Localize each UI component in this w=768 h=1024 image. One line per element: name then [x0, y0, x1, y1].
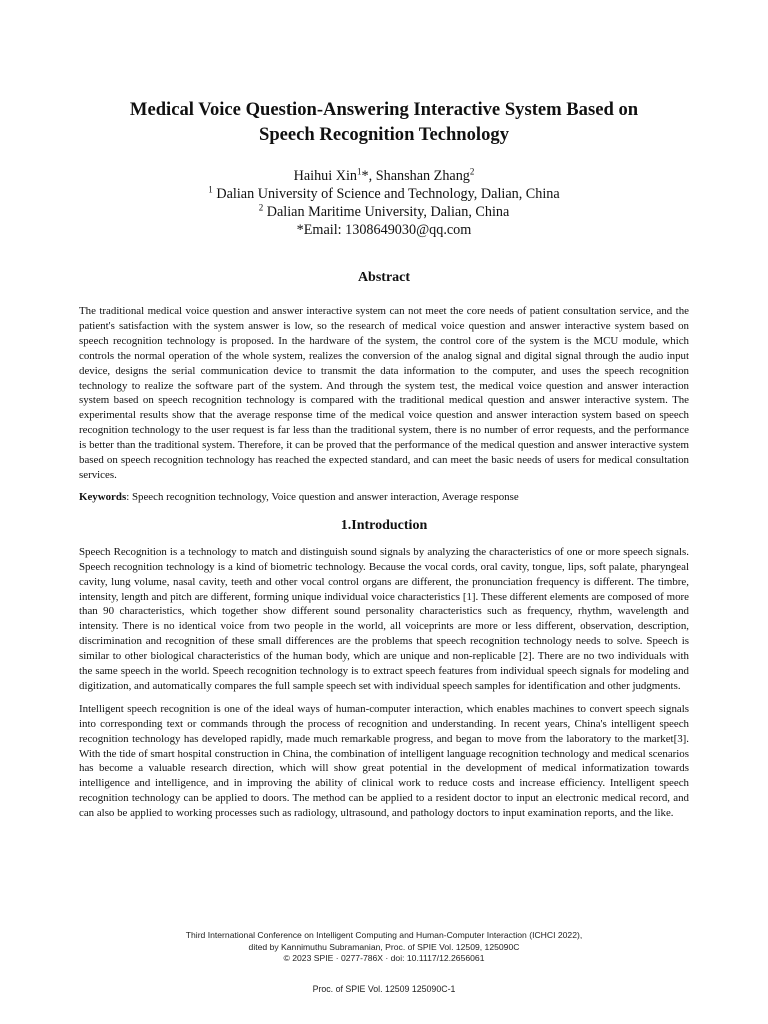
affiliation-2-mark: 2: [258, 202, 264, 213]
abstract-text: The traditional medical voice question and answer interactive system can not meet the core needs of patient consultation service, and the patient's satisfaction with the system answer is low, so the research of medical voice question and answer interactive system based on speech recognition technology is proposed. In the hardware of the system, the control core of the system is the MCU module, which controls the normal operation of the whole system, realizes the conversion of the analog signal and digital signal through the audio input device, designs the serial communication device to transmit the data information to the computer, and uses the speech recognition technology to realize the software part of the system. And through the system test, the medical voice question and answer interaction system based on speech recognition technology is compared with the traditional medical question and answer interactive system. The experimental results show that the average response time of the medical voice question and answer interaction system based on speech recognition technology to the user request is far less than the traditional system, there is no number of error requests, and the performance is better than the traditional system. Therefore, it can be proved that the performance of the medical question and answer interactive system based on speech recognition technology has reached the expected standard, and can meet the basic needs of users for medical consultation services.: [79, 305, 689, 481]
affiliation-1: [79, 185, 689, 203]
affiliation-1-text: Dalian University of Science and Technology, Dalian, China: [212, 186, 560, 202]
affiliation-2: [79, 203, 689, 221]
author-1-name: Haihui Xin: [293, 168, 358, 184]
paper-title-line-1: Medical Voice Question-Answering Interactive System Based on: [129, 99, 639, 120]
author-1-affiliation-mark: 1: [357, 166, 362, 177]
paper-title-line-2: Speech Recognition Technology: [258, 124, 509, 145]
author-names: [79, 167, 689, 185]
keywords: [79, 490, 689, 505]
keywords-text: : Speech recognition technology, Voice question and answer interaction, Average response: [126, 490, 519, 503]
abstract-heading: Abstract: [357, 270, 411, 285]
introduction-heading: 1.Introduction: [340, 517, 428, 533]
paper-title: [79, 0, 689, 147]
introduction-paragraph-2: Intelligent speech recognition is one of the ideal ways of human-computer interaction, which enables machines to convert speech signals into corresponding text or commands through the process of recognition and understanding. In recent years, China's intelligent speech recognition technology has developed rapidly, made much remarkable progress, and began to move from the laboratory to the market[3]. With the tide of smart hospital construction in China, the combination of intelligent language recognition technology and medical scenarios has become a valuable research direction, which will show great potential in the development of medical informatization towards intelligence and intelligence, and in improving the ability of clinical work to reduce costs and increase efficiency. Intelligent speech recognition technology can be applied to doors. The method can be applied to a resident doctor to input an electronic medical record, and can also be applied to working processes such as radiology, ultrasound, and pathology doctors to input examination reports, and the like.: [79, 702, 689, 820]
footer-line-1: Third International Conference on Intelligent Computing and Human-Computer Interaction (ICHCI 2022),: [185, 930, 583, 940]
affiliation-2-text: Dalian Maritime University, Dalian, China: [263, 204, 510, 220]
affiliation-1-mark: 1: [208, 184, 213, 195]
footer-line-3: © 2023 SPIE · 0277-786X · doi: 10.1117/12.2656061: [283, 953, 485, 964]
author-block: [79, 167, 689, 239]
author-2-name: Shanshan Zhang: [375, 168, 470, 184]
author-2-affiliation-mark: 2: [469, 166, 475, 177]
keywords-label: Keywords: [79, 490, 127, 503]
introduction-paragraph-1: Speech Recognition is a technology to match and distinguish sound signals by analyzing the characteristics of one or more speech signals. Speech recognition technology is a kind of biometric technology. Because the vocal cords, oral cavity, tongue, lips, soft palate, pharyngeal cavity, lung volume, nasal cavity, teeth and other vocal control organs are different, the pronunciation frequency is different. The timbre, intensity, length and pitch are different, forming unique individual voice characteristics [1]. These different elements are composed of more than 90 characteristics, which together show different sound personality characteristics such as frequency, rhythm, wavelength and intensity. There is no identical voice from two people in the world, all voiceprints are more or less different, observation, description, discrimination and recognition of these small differences are the problems that speech recognition technology needs to solve. Speech is similar to other biological characteristics of the human body, which are unique and non-replicable [2]. There are no two individuals with the same speech in the world. Speech recognition technology is to extract speech features from individual speech signals for modeling and digitization, and automatically compares the full sample speech set with individual speech samples for identification and other judgments.: [79, 545, 689, 692]
corresponding-author-mark: *,: [361, 168, 376, 184]
author-email: *Email: 1308649030@qq.com: [296, 222, 472, 238]
conference-footer: [0, 930, 768, 965]
page-identifier: Proc. of SPIE Vol. 12509 125090C-1: [312, 984, 456, 994]
footer-line-2: dited by Kannimuthu Subramanian, Proc. of SPIE Vol. 12509, 125090C: [248, 941, 520, 952]
